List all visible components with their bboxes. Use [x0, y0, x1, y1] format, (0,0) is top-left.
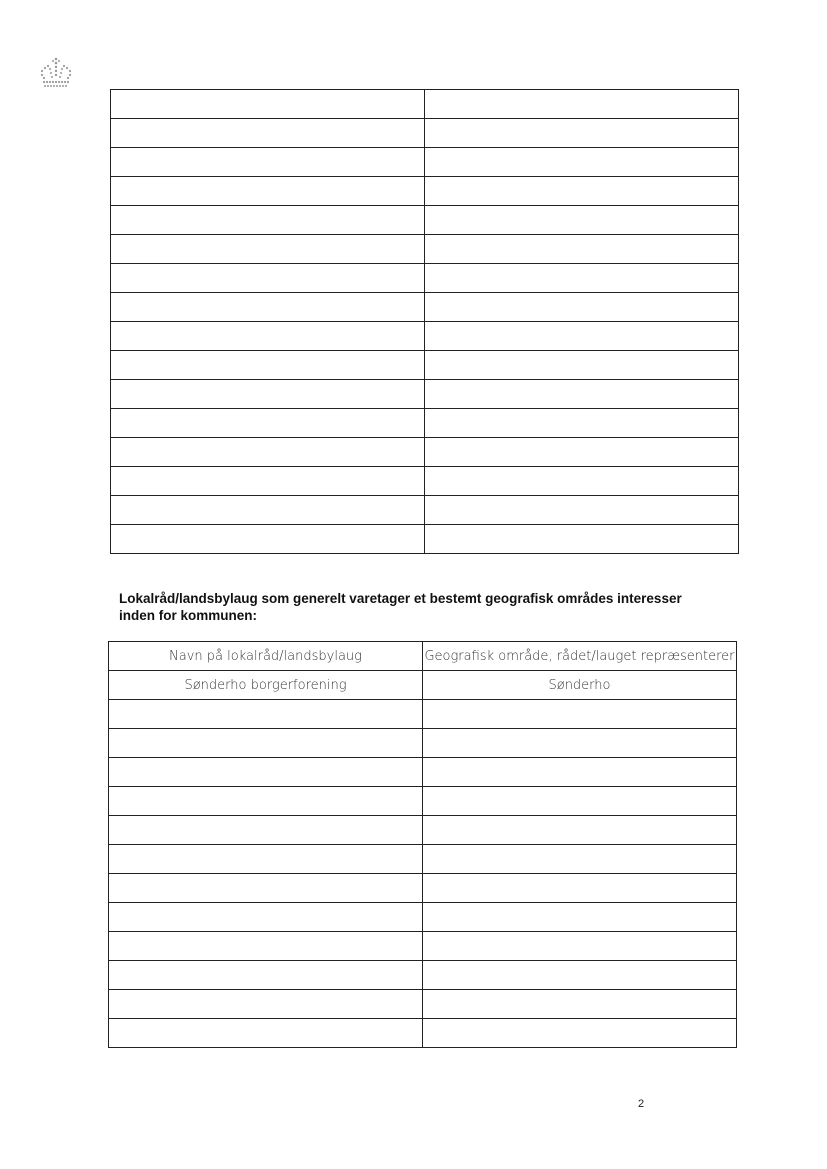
- area-cell[interactable]: [423, 700, 737, 729]
- table-row: [111, 90, 739, 119]
- council-name-cell[interactable]: [109, 1019, 423, 1048]
- council-name-cell[interactable]: [109, 990, 423, 1019]
- table-cell[interactable]: [425, 177, 739, 206]
- table-cell[interactable]: [111, 380, 425, 409]
- table-cell[interactable]: [111, 525, 425, 554]
- table-cell[interactable]: [111, 264, 425, 293]
- table-row: [109, 874, 737, 903]
- table-row: [111, 380, 739, 409]
- table-row: [109, 816, 737, 845]
- table-row: [111, 235, 739, 264]
- table-cell[interactable]: [111, 293, 425, 322]
- table-cell[interactable]: [425, 206, 739, 235]
- table-cell[interactable]: [111, 206, 425, 235]
- table-cell[interactable]: [111, 438, 425, 467]
- table-cell[interactable]: [425, 322, 739, 351]
- table-cell[interactable]: [425, 525, 739, 554]
- table-row: [111, 119, 739, 148]
- table-cell[interactable]: [425, 438, 739, 467]
- table-row: [111, 177, 739, 206]
- table-row: [111, 351, 739, 380]
- table-cell[interactable]: [425, 264, 739, 293]
- area-cell[interactable]: [423, 903, 737, 932]
- council-name-cell[interactable]: [109, 932, 423, 961]
- table-row: [109, 961, 737, 990]
- area-cell[interactable]: [423, 845, 737, 874]
- table-row: [111, 438, 739, 467]
- table-row: [109, 671, 737, 700]
- table-cell[interactable]: [111, 409, 425, 438]
- table-cell[interactable]: [425, 235, 739, 264]
- table-cell[interactable]: [111, 235, 425, 264]
- page-number: 2: [638, 1098, 645, 1110]
- council-name-cell[interactable]: [109, 700, 423, 729]
- table-row: [109, 1019, 737, 1048]
- council-name-cell[interactable]: [109, 816, 423, 845]
- table-row: [109, 787, 737, 816]
- council-name-cell[interactable]: [109, 787, 423, 816]
- table-row: [109, 990, 737, 1019]
- table-cell[interactable]: [111, 322, 425, 351]
- table-cell[interactable]: [111, 148, 425, 177]
- council-name-cell[interactable]: [109, 903, 423, 932]
- table-row: [109, 845, 737, 874]
- council-name-cell[interactable]: [109, 961, 423, 990]
- table-row: [109, 932, 737, 961]
- council-name-cell[interactable]: [109, 758, 423, 787]
- area-cell[interactable]: [423, 961, 737, 990]
- area-cell[interactable]: Sønderho: [423, 671, 737, 700]
- table-header-row: [109, 642, 737, 671]
- council-name-cell[interactable]: [109, 729, 423, 758]
- area-cell[interactable]: [423, 816, 737, 845]
- table-cell[interactable]: [425, 148, 739, 177]
- area-cell[interactable]: [423, 787, 737, 816]
- table-row: [111, 322, 739, 351]
- column-header-area: Geografisk område, rådet/lauget repræsenterer: [423, 642, 737, 671]
- table-row: [111, 467, 739, 496]
- table-row: [109, 729, 737, 758]
- area-cell[interactable]: [423, 1019, 737, 1048]
- table-cell[interactable]: [425, 90, 739, 119]
- council-name-cell[interactable]: [109, 845, 423, 874]
- table-cell[interactable]: [111, 351, 425, 380]
- table-row: [109, 903, 737, 932]
- table-row: [111, 525, 739, 554]
- table-cell[interactable]: [111, 496, 425, 525]
- area-cell[interactable]: [423, 729, 737, 758]
- area-cell[interactable]: [423, 932, 737, 961]
- table-cell[interactable]: [425, 380, 739, 409]
- table-row: [111, 409, 739, 438]
- table-cell[interactable]: [111, 119, 425, 148]
- area-cell[interactable]: [423, 874, 737, 903]
- table-cell[interactable]: [111, 177, 425, 206]
- table-row: [111, 496, 739, 525]
- table-row: [111, 148, 739, 177]
- table-cell[interactable]: [425, 351, 739, 380]
- empty-form-table: [110, 89, 739, 554]
- table-cell[interactable]: [111, 467, 425, 496]
- column-header-council-name: Navn på lokalråd/landsbylaug: [109, 642, 423, 671]
- local-councils-table: [108, 641, 737, 1048]
- table-cell[interactable]: [425, 409, 739, 438]
- table-cell[interactable]: [425, 467, 739, 496]
- table-cell[interactable]: [425, 119, 739, 148]
- table-row: [111, 264, 739, 293]
- royal-crown-icon: [36, 56, 76, 90]
- table-row: [111, 293, 739, 322]
- table-row: [109, 758, 737, 787]
- council-name-cell[interactable]: Sønderho borgerforening: [109, 671, 423, 700]
- council-name-cell[interactable]: [109, 874, 423, 903]
- table-cell[interactable]: [425, 293, 739, 322]
- area-cell[interactable]: [423, 990, 737, 1019]
- area-cell[interactable]: [423, 758, 737, 787]
- table-row: [111, 206, 739, 235]
- table-cell[interactable]: [425, 496, 739, 525]
- table-cell[interactable]: [111, 90, 425, 119]
- section-heading: Lokalråd/landsbylaug som generelt varetager et bestemt geografisk områdes interesser inden for kommunen:: [119, 591, 682, 623]
- table-row: [109, 700, 737, 729]
